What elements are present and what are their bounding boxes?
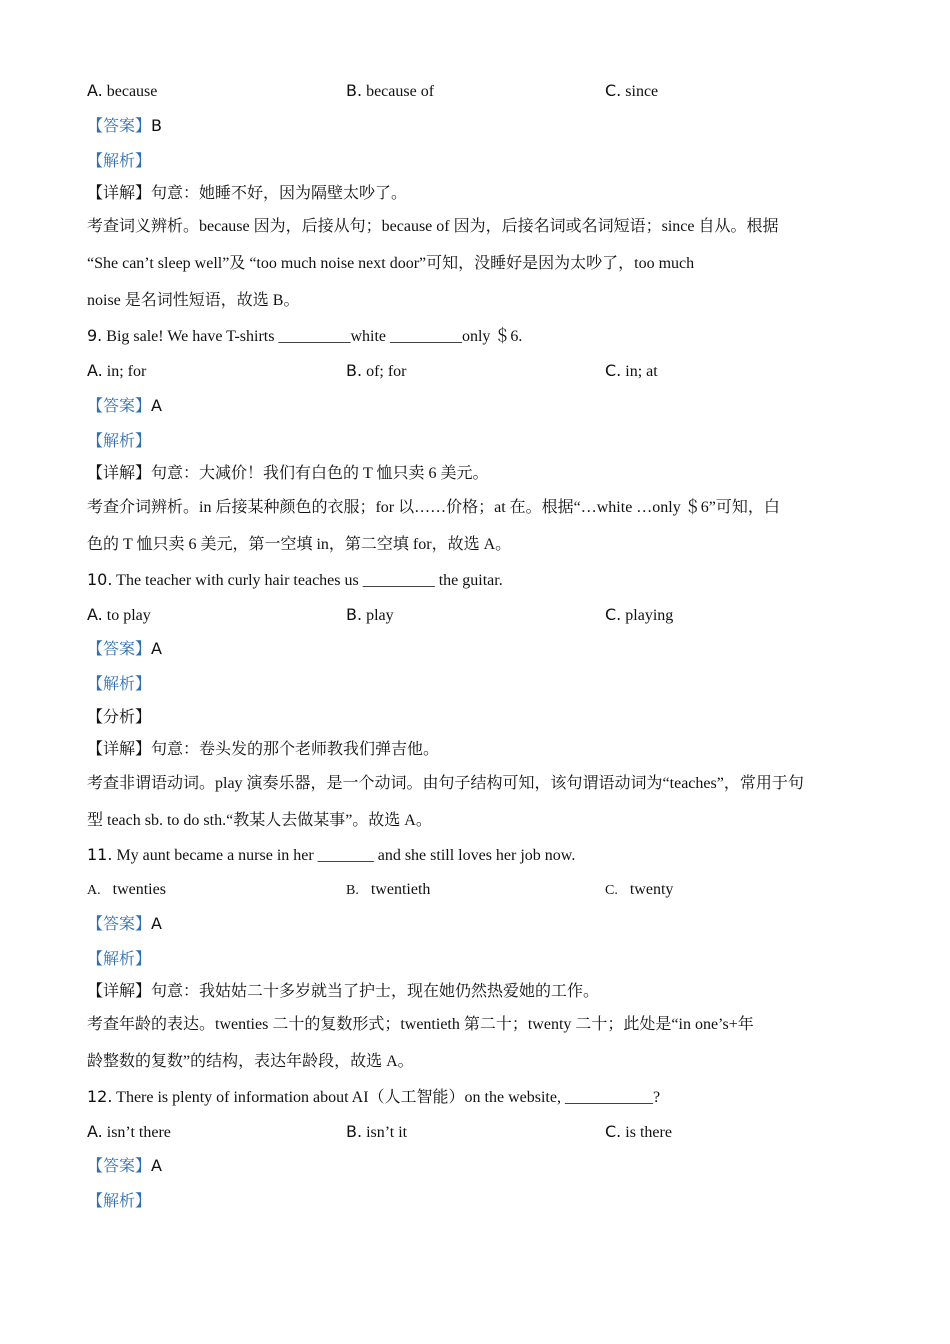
- q11-answer: 【答案】A: [87, 914, 162, 933]
- q10-explanation: 考查非谓语动词。play 演奏乐器，是一个动词。由句子结构可知，该句谓语动词为“teaches”，常用于句 型 teach sb. to do sth.“教某人去做某事”。故选 A。: [87, 775, 804, 829]
- q8-explanation: 考查词义辨析。because 因为，后接从句；because of 因为，后接名词或名词短语；since 自从。根据 “She can’t sleep well”及 “too much noise next door”可知，没睡好是因为太吵了，too much noise 是名词性短语，故选 B。: [87, 218, 779, 309]
- q12-option-b: B. isn’t it: [346, 1122, 408, 1141]
- q8-answer: 【答案】B: [87, 116, 162, 135]
- q11-stem: 11. My aunt became a nurse in her _______ and she still loves her job now.: [87, 845, 576, 864]
- q11-option-c: C. twenty: [605, 881, 674, 898]
- q10-option-b: B. play: [346, 605, 394, 624]
- q9-option-b: B. of; for: [346, 361, 407, 380]
- q10-fenxi-label: 【分析】: [87, 709, 152, 726]
- q10-detail: 【详解】句意：卷头发的那个老师教我们弹吉他。: [87, 741, 440, 758]
- q10-answer: 【答案】A: [87, 639, 162, 658]
- q12-stem: 12. There is plenty of information about AI（人工智能）on the website, ___________?: [87, 1087, 661, 1106]
- q8-analysis-label: 【解析】: [87, 151, 152, 170]
- q9-option-c: C. in; at: [605, 361, 658, 380]
- q11-explanation: 考查年龄的表达。twenties 二十的复数形式；twentieth 第二十；twenty 二十；此处是“in one’s+年 龄整数的复数”的结构，表达年龄段，故选 A。: [87, 1016, 754, 1070]
- q11-option-a: A. twenties: [87, 881, 166, 898]
- q12-option-a: A. isn’t there: [87, 1122, 171, 1141]
- q12-analysis-label: 【解析】: [87, 1191, 152, 1210]
- q8-option-c: C. since: [605, 81, 659, 100]
- q10-analysis-label: 【解析】: [87, 674, 152, 693]
- q11-option-b: B. twentieth: [346, 881, 431, 898]
- q9-option-a: A. in; for: [87, 361, 147, 380]
- q10-option-a: A. to play: [87, 605, 151, 624]
- q12-option-c: C. is there: [605, 1122, 672, 1141]
- q10-stem: 10. The teacher with curly hair teaches us _________ the guitar.: [87, 570, 503, 589]
- q9-detail: 【详解】句意：大减价！我们有白色的 T 恤只卖 6 美元。: [87, 465, 489, 482]
- q10-option-c: C. playing: [605, 605, 674, 624]
- q12-answer: 【答案】A: [87, 1156, 162, 1175]
- q8-option-b: B. because of: [346, 81, 435, 100]
- q9-explanation: 考查介词辨析。in 后接某种颜色的衣服；for 以……价格；at 在。根据“…white …only ＄6”可知，白 色的 T 恤只卖 6 美元，第一空填 in，第二空填 for，故选 A。: [87, 499, 780, 553]
- q9-stem: 9. Big sale! We have T-shirts _________white _________only ＄6.: [87, 326, 523, 345]
- q8-detail: 【详解】句意：她睡不好，因为隔壁太吵了。: [87, 185, 408, 202]
- q11-detail: 【详解】句意：我姑姑二十多岁就当了护士，现在她仍然热爱她的工作。: [87, 983, 600, 1000]
- q9-analysis-label: 【解析】: [87, 431, 152, 450]
- q11-analysis-label: 【解析】: [87, 949, 152, 968]
- q8-option-a: A. because: [87, 81, 158, 100]
- q9-answer: 【答案】A: [87, 396, 162, 415]
